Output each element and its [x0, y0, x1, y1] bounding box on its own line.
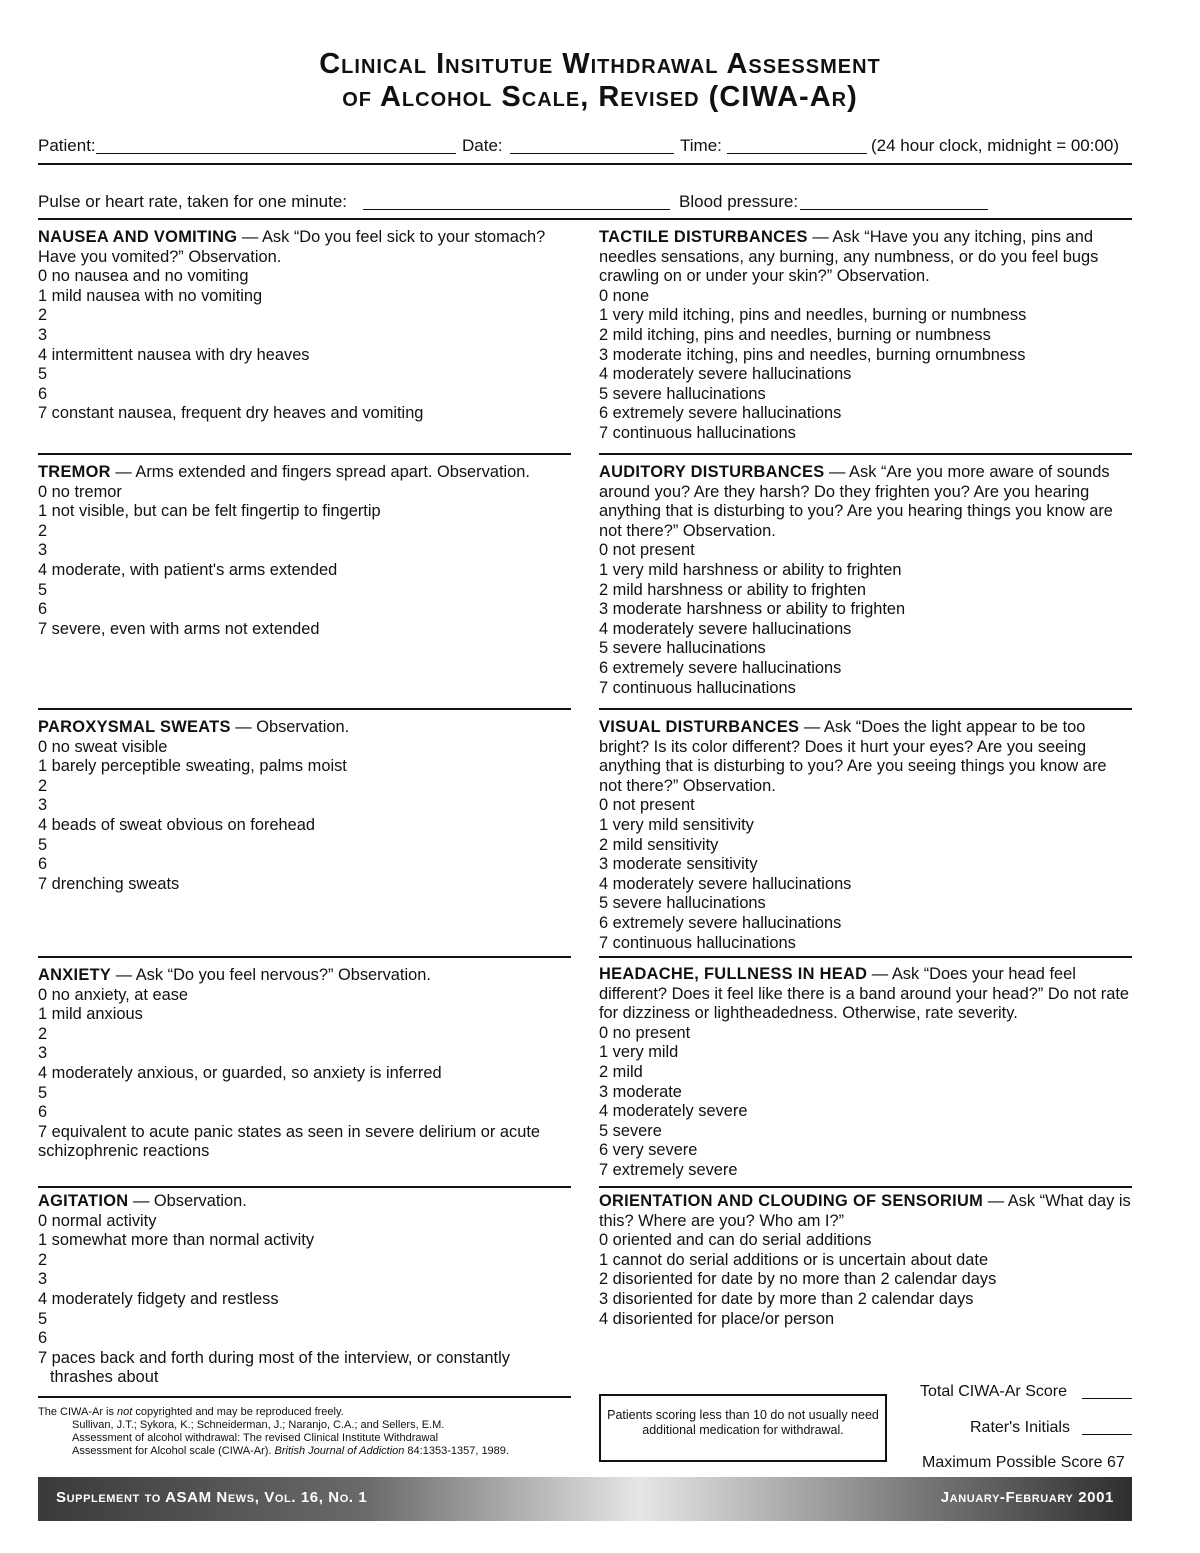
- score-option[interactable]: 3 disoriented for date by more than 2 calendar days: [599, 1289, 974, 1308]
- divider: [38, 956, 571, 958]
- score-option[interactable]: 4 beads of sweat obvious on forehead: [38, 815, 316, 834]
- section-heading: ANXIETY: [38, 966, 112, 984]
- section-intro: — Ask “Do you feel sick to your stomach? Have you vomited?” Observation.: [38, 228, 546, 266]
- divider: [599, 708, 1132, 710]
- score-option[interactable]: 2: [38, 521, 48, 540]
- divider: [599, 453, 1132, 455]
- score-option[interactable]: 0 oriented and can do serial additions: [599, 1231, 872, 1250]
- section-orientation: [599, 1192, 1132, 1329]
- score-option[interactable]: 2 mild itching, pins and needles, burning or numbness: [599, 325, 991, 344]
- score-option[interactable]: 0 no tremor: [38, 482, 122, 501]
- section-tactile: [599, 228, 1132, 444]
- divider: [38, 1186, 571, 1188]
- section-intro: — Observation.: [230, 718, 350, 736]
- bp-label: Blood pressure:: [679, 192, 799, 211]
- total-score-label: Total CIWA-Ar Score: [920, 1383, 1067, 1400]
- score-option[interactable]: 2 mild harshness or ability to frighten: [599, 580, 866, 599]
- citation-text: Assessment for Alcohol scale (CIWA-Ar).: [72, 1445, 275, 1457]
- divider: [599, 1186, 1132, 1188]
- score-option[interactable]: 1 not visible, but can be felt fingertip to fingertip: [38, 502, 381, 521]
- footer-publication: Supplement to ASAM News, Vol. 16, No. 1: [56, 1489, 368, 1506]
- score-option[interactable]: 5: [38, 835, 48, 854]
- score-option[interactable]: 5 severe hallucinations: [599, 384, 766, 403]
- score-option[interactable]: 3 moderate itching, pins and needles, burning ornumbness: [599, 345, 1026, 364]
- divider: [38, 453, 571, 455]
- section-headache: [599, 965, 1132, 1181]
- citation-emphasis: not: [117, 1406, 133, 1418]
- score-option[interactable]: 3: [38, 541, 48, 560]
- score-option[interactable]: 6: [38, 384, 48, 403]
- citation: [38, 1406, 578, 1458]
- score-option[interactable]: 5: [38, 1309, 48, 1328]
- score-option[interactable]: 3: [38, 796, 48, 815]
- section-sweats: [38, 718, 570, 894]
- score-option[interactable]: 3 moderate: [599, 1082, 682, 1101]
- score-option[interactable]: 0 no sweat visible: [38, 737, 168, 756]
- date-field[interactable]: [510, 153, 674, 154]
- score-option[interactable]: 1 mild nausea with no vomiting: [38, 286, 263, 305]
- score-option[interactable]: 0 no present: [599, 1023, 691, 1042]
- section-nausea: [38, 228, 570, 424]
- note-box: [599, 1394, 887, 1462]
- max-score: Maximum Possible Score 67: [922, 1454, 1125, 1471]
- score-option[interactable]: 1 somewhat more than normal activity: [38, 1231, 315, 1250]
- section-intro: — Ask “Does your head feel different? Does it feel like there is a band around your head?” Do not rate for dizziness or lightheadedness. Otherwise, rate severity.: [599, 965, 1129, 1023]
- divider: [599, 956, 1132, 958]
- score-option[interactable]: 5 severe: [599, 1121, 662, 1140]
- score-option[interactable]: 2: [38, 1250, 48, 1269]
- section-intro: — Observation.: [128, 1192, 247, 1210]
- score-option[interactable]: 7 constant nausea, frequent dry heaves and vomiting: [38, 404, 424, 423]
- score-option[interactable]: 4 moderately severe hallucinations: [599, 365, 852, 384]
- score-option[interactable]: 0 no anxiety, at ease: [38, 985, 189, 1004]
- score-option[interactable]: 6: [38, 1103, 48, 1122]
- time-note: (24 hour clock, midnight = 00:00): [871, 136, 1120, 155]
- citation-journal: British Journal of Addiction: [274, 1445, 405, 1457]
- score-option[interactable]: 6: [38, 1329, 48, 1348]
- score-option[interactable]: 4 moderately severe hallucinations: [599, 874, 852, 893]
- score-option[interactable]: 5: [38, 365, 48, 384]
- score-option[interactable]: 2 disoriented for date by no more than 2 calendar days: [599, 1270, 997, 1289]
- citation-title: Assessment of alcohol withdrawal: The revised Clinical Institute Withdrawal: [72, 1432, 439, 1444]
- time-label: Time:: [680, 136, 722, 155]
- section-heading: ORIENTATION AND CLOUDING OF SENSORIUM: [599, 1192, 984, 1210]
- total-score-field[interactable]: [1082, 1398, 1132, 1399]
- score-option[interactable]: 2: [38, 306, 48, 325]
- section-visual: [599, 718, 1132, 953]
- section-intro: — Ask “Do you feel nervous?” Observation.: [111, 966, 431, 984]
- score-option[interactable]: 3: [38, 1044, 48, 1063]
- section-anxiety: [38, 966, 570, 1162]
- score-option[interactable]: 3: [38, 325, 48, 344]
- score-option[interactable]: 1 very mild harshness or ability to frighten: [599, 560, 902, 579]
- title-line-1: Clinical Insitutue Withdrawal Assessment: [319, 48, 881, 80]
- form-title: [0, 48, 1200, 114]
- time-field[interactable]: [727, 153, 867, 154]
- section-heading: HEADACHE, FULLNESS IN HEAD: [599, 965, 868, 983]
- score-option[interactable]: 2 mild: [599, 1062, 643, 1081]
- section-heading: TACTILE DISTURBANCES: [599, 228, 808, 246]
- score-option[interactable]: 7 continuous hallucinations: [599, 678, 796, 697]
- score-option[interactable]: 7 equivalent to acute panic states as seen in severe delirium or acute schizophrenic reactions: [38, 1122, 541, 1161]
- score-option[interactable]: 3 moderate sensitivity: [599, 855, 758, 874]
- section-intro: — Ask “Are you more aware of sounds around you? Are they harsh? Do they frighten you? Are you hearing anything that is disturbing to you? Are you hearing things you know are not there?” Observation.: [599, 463, 1113, 540]
- citation-text: 84:1353-1357, 1989.: [404, 1445, 509, 1457]
- score-option[interactable]: 4 disoriented for place/or person: [599, 1309, 835, 1328]
- raters-initials-label: Rater's Initials: [970, 1419, 1070, 1436]
- patient-field[interactable]: [96, 153, 456, 154]
- title-line-2: of Alcohol Scale, Revised (CIWA-Ar): [342, 81, 858, 113]
- score-option[interactable]: 6: [38, 855, 48, 874]
- score-option[interactable]: 7 continuous hallucinations: [599, 933, 796, 952]
- score-option[interactable]: 0 no nausea and no vomiting: [38, 267, 249, 286]
- score-option[interactable]: 7 extremely severe: [599, 1160, 738, 1179]
- score-option[interactable]: 6 very severe: [599, 1141, 698, 1160]
- pulse-field[interactable]: [363, 209, 670, 210]
- section-heading: AGITATION: [38, 1192, 129, 1210]
- score-option[interactable]: 4 intermittent nausea with dry heaves: [38, 345, 310, 364]
- footer-date: January-February 2001: [940, 1489, 1114, 1506]
- score-option[interactable]: 1 barely perceptible sweating, palms moist: [38, 757, 347, 776]
- section-heading: NAUSEA AND VOMITING: [38, 228, 238, 246]
- patient-label: Patient:: [38, 136, 96, 155]
- score-option[interactable]: 1 very mild sensitivity: [599, 815, 754, 834]
- score-option[interactable]: 4 moderately severe: [599, 1102, 748, 1121]
- score-option[interactable]: 5: [38, 1083, 48, 1102]
- score-option[interactable]: 5: [38, 580, 48, 599]
- section-intro: — Arms extended and fingers spread apart. Observation.: [110, 463, 530, 481]
- score-option[interactable]: 1 cannot do serial additions or is uncertain about date: [599, 1250, 989, 1269]
- score-option[interactable]: 7 paces back and forth during most of the interview, or constantly thrashes about: [38, 1348, 510, 1387]
- bp-field[interactable]: [800, 209, 988, 210]
- section-agitation: [38, 1192, 570, 1388]
- section-heading: VISUAL DISTURBANCES: [599, 718, 800, 736]
- score-option[interactable]: 0 none: [599, 286, 650, 305]
- citation-text: The CIWA-Ar is: [38, 1406, 118, 1418]
- score-option[interactable]: 5 severe hallucinations: [599, 639, 766, 658]
- score-option[interactable]: 3 moderate harshness or ability to frighten: [599, 600, 906, 619]
- score-option[interactable]: 6 extremely severe hallucinations: [599, 913, 842, 932]
- score-option[interactable]: 0 normal activity: [38, 1211, 157, 1230]
- divider: [38, 1396, 571, 1398]
- section-tremor: [38, 463, 570, 639]
- score-option[interactable]: 7 continuous hallucinations: [599, 423, 796, 442]
- score-option[interactable]: 3: [38, 1270, 48, 1289]
- score-option[interactable]: 4 moderate, with patient's arms extended: [38, 560, 338, 579]
- divider: [38, 163, 1132, 165]
- score-option[interactable]: 0 not present: [599, 796, 695, 815]
- raters-initials-field[interactable]: [1082, 1434, 1132, 1435]
- score-option[interactable]: 4 moderately fidgety and restless: [38, 1289, 279, 1308]
- footer-bar: [38, 1477, 1132, 1521]
- score-option[interactable]: 1 mild anxious: [38, 1005, 143, 1024]
- score-option[interactable]: 7 severe, even with arms not extended: [38, 619, 320, 638]
- score-option[interactable]: 5 severe hallucinations: [599, 894, 766, 913]
- divider: [38, 218, 1132, 220]
- section-heading: AUDITORY DISTURBANCES: [599, 463, 825, 481]
- score-option[interactable]: 1 very mild itching, pins and needles, burning or numbness: [599, 306, 1027, 325]
- score-option[interactable]: 4 moderately severe hallucinations: [599, 619, 852, 638]
- score-option[interactable]: 7 drenching sweats: [38, 874, 180, 893]
- score-option[interactable]: 2: [38, 776, 48, 795]
- note-text: Patients scoring less than 10 do not usually need additional medication for withdrawal.: [607, 1408, 879, 1437]
- section-intro: — Ask “Does the light appear to be too bright? Is its color different? Does it hurt your eyes? Are you seeing anything that is disturbing to you? Are you seeing things you know are not there?” Observation.: [599, 718, 1107, 795]
- score-option[interactable]: 6: [38, 600, 48, 619]
- section-intro: — Ask “What day is this? Where are you? Who am I?”: [599, 1192, 1131, 1230]
- divider: [38, 708, 571, 710]
- date-label: Date:: [462, 136, 503, 155]
- score-option[interactable]: 6 extremely severe hallucinations: [599, 404, 842, 423]
- section-heading: TREMOR: [38, 463, 111, 481]
- section-intro: — Ask “Have you any itching, pins and needles sensations, any burning, any numbness, or do you feel bugs crawling on or under your skin?” Observation.: [599, 228, 1099, 286]
- section-heading: PAROXYSMAL SWEATS: [38, 718, 231, 736]
- pulse-label: Pulse or heart rate, taken for one minute:: [38, 192, 348, 211]
- score-option[interactable]: 1 very mild: [599, 1043, 679, 1062]
- score-option[interactable]: 4 moderately anxious, or guarded, so anxiety is inferred: [38, 1063, 442, 1082]
- section-auditory: [599, 463, 1132, 698]
- score-option[interactable]: 0 not present: [599, 541, 695, 560]
- score-option[interactable]: 2: [38, 1024, 48, 1043]
- citation-text: copyrighted and may be reproduced freely.: [132, 1406, 344, 1418]
- score-option[interactable]: 6 extremely severe hallucinations: [599, 658, 842, 677]
- citation-authors: Sullivan, J.T.; Sykora, K.; Schneiderman, J.; Naranjo, C.A.; and Sellers, E.M.: [72, 1419, 445, 1431]
- score-option[interactable]: 2 mild sensitivity: [599, 835, 719, 854]
